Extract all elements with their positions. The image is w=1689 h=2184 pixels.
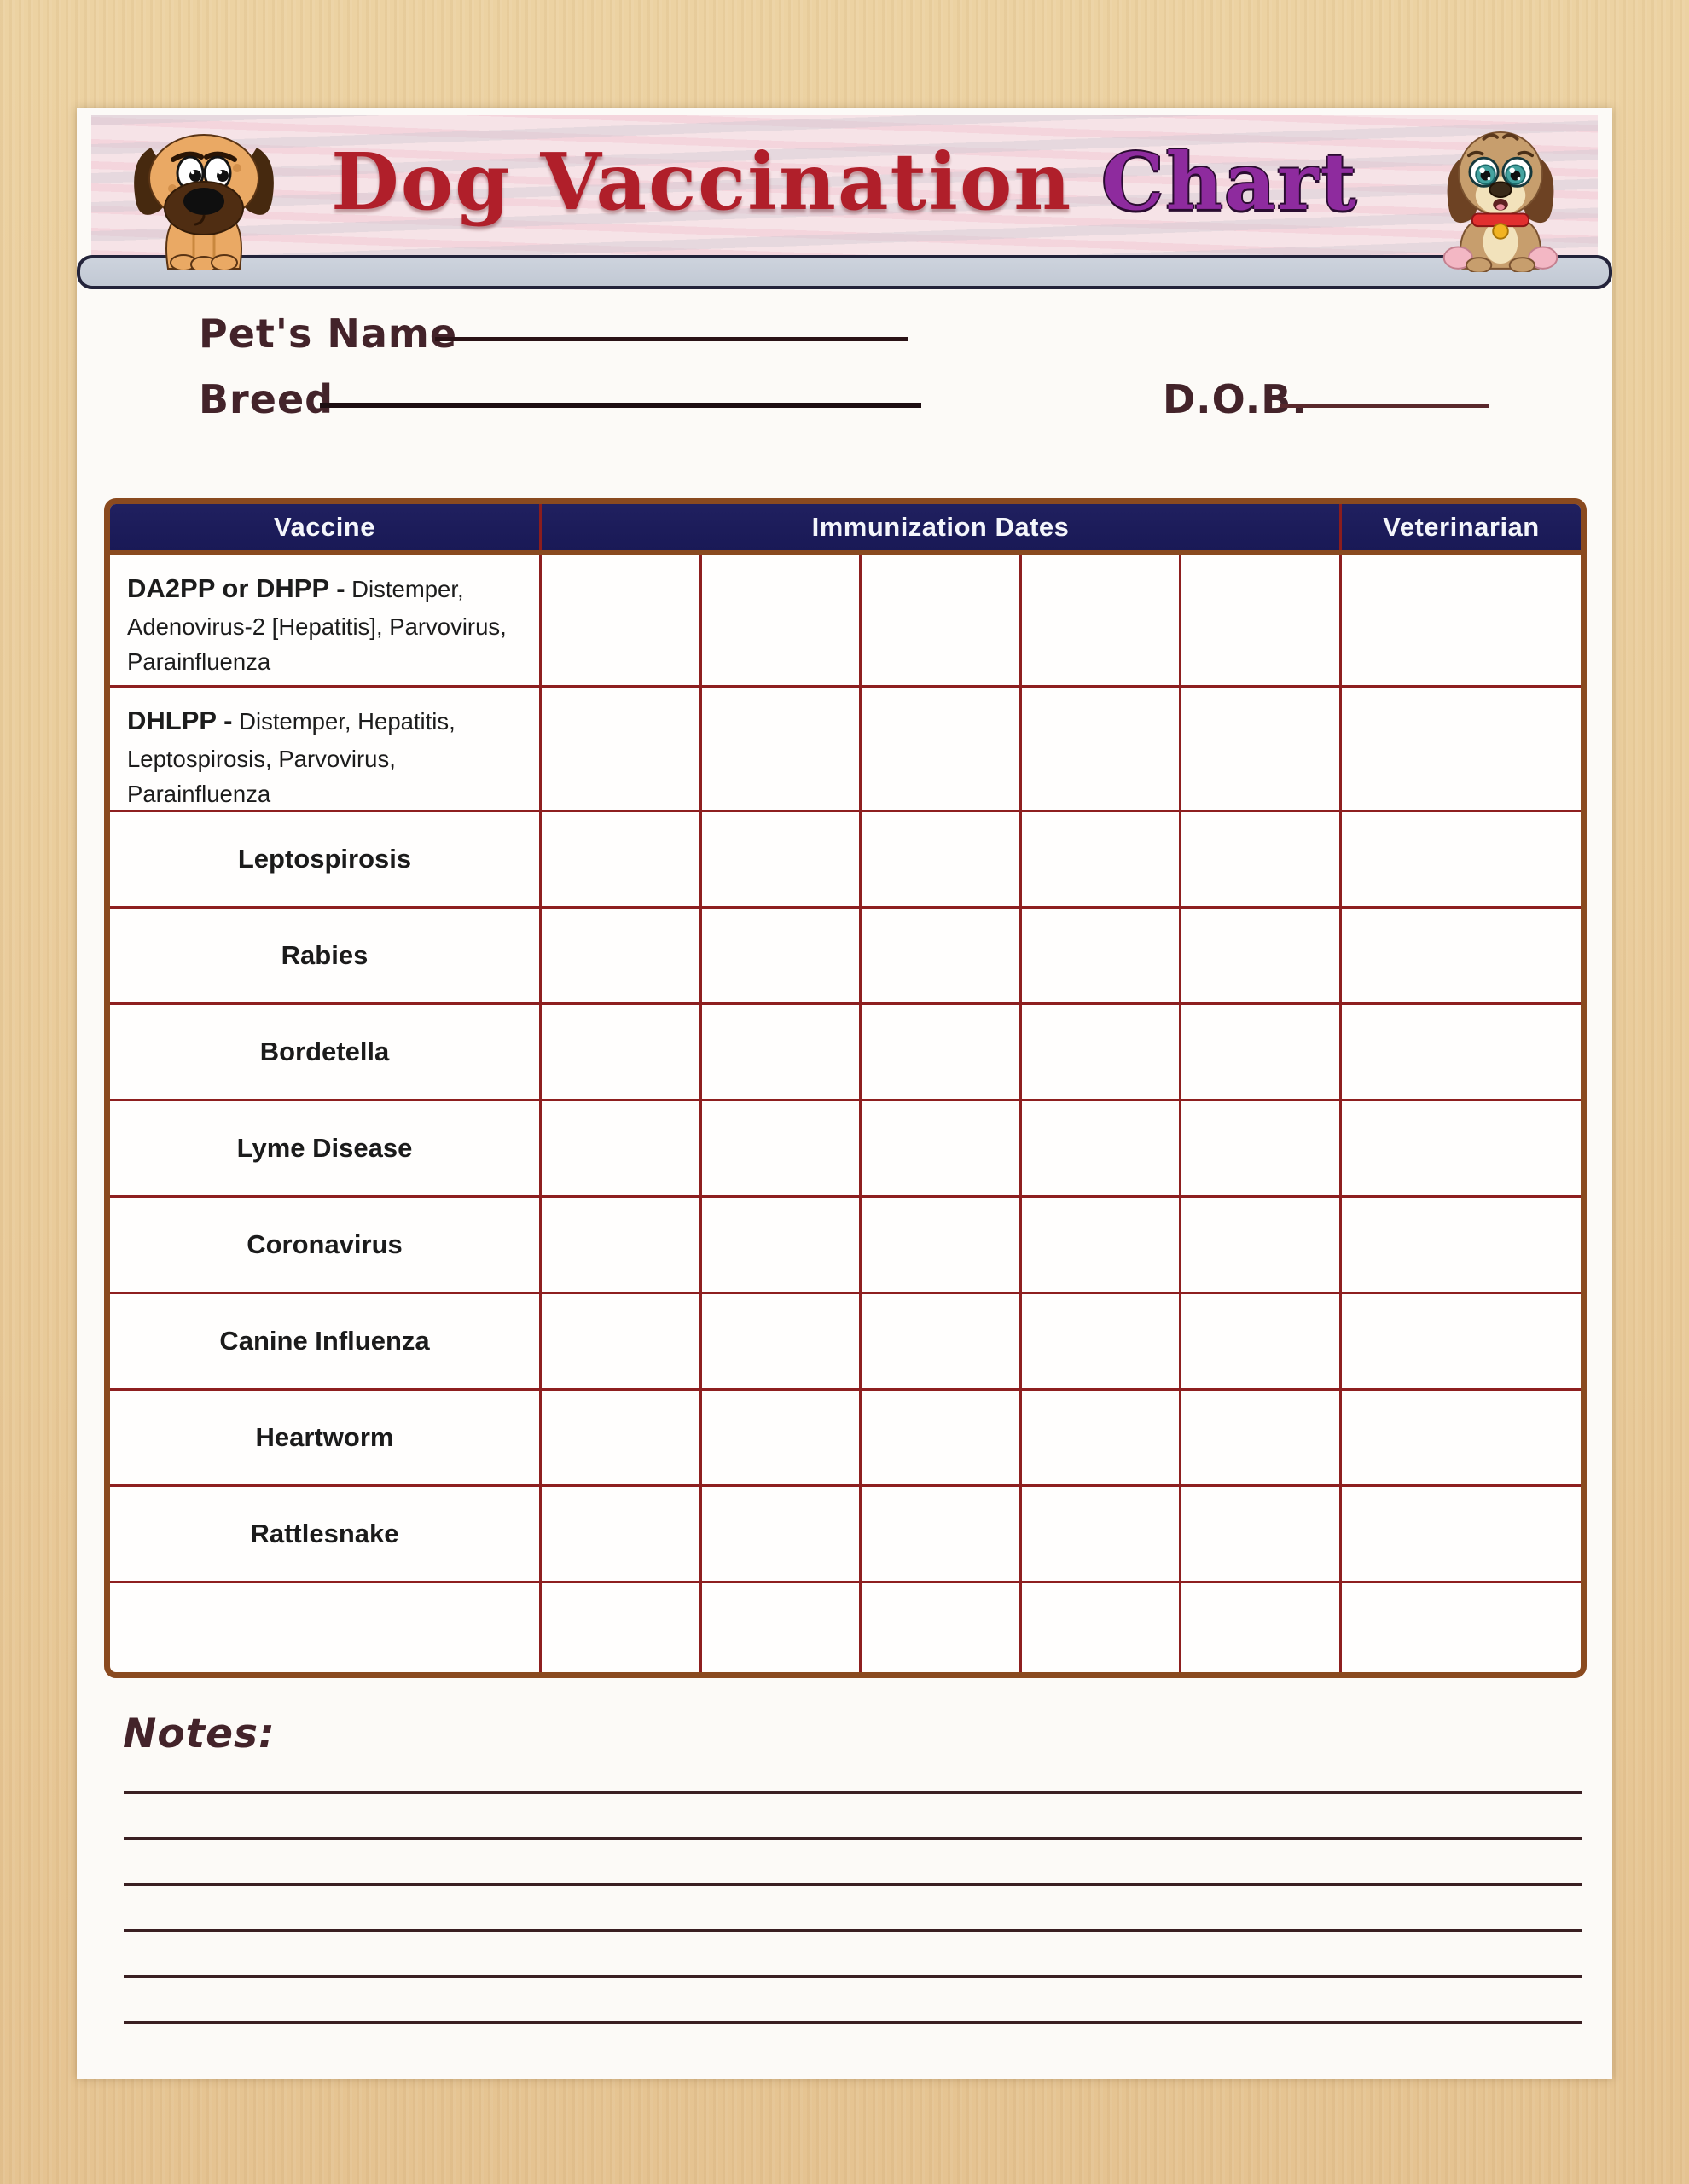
header-shelf-bar — [77, 255, 1612, 289]
date-cell[interactable] — [1179, 1101, 1339, 1195]
notes-line[interactable] — [124, 1886, 1582, 1932]
date-cell[interactable] — [859, 909, 1019, 1002]
date-cell[interactable] — [859, 1198, 1019, 1292]
title-text-purple: Chart — [1101, 136, 1358, 228]
date-cell[interactable] — [539, 812, 699, 906]
notes-line[interactable] — [124, 1748, 1582, 1794]
vaccine-description: Distemper, Adenovirus-2 [Hepatitis], Parvovirus, Parainfluenza — [127, 576, 507, 675]
date-cell[interactable] — [1019, 688, 1180, 820]
vaccine-abbreviation: DHLPP - — [127, 706, 233, 735]
table-row — [110, 1195, 1581, 1292]
vaccine-name-cell — [110, 812, 539, 906]
date-cell[interactable] — [539, 1198, 699, 1292]
veterinarian-cell[interactable] — [1339, 1487, 1581, 1581]
veterinarian-cell[interactable] — [1339, 1583, 1581, 1676]
notes-line[interactable] — [124, 1932, 1582, 1978]
table-row — [110, 810, 1581, 906]
date-cell[interactable] — [859, 1487, 1019, 1581]
date-cell[interactable] — [1019, 1294, 1180, 1388]
date-cell[interactable] — [539, 909, 699, 1002]
date-cell[interactable] — [1019, 1005, 1180, 1099]
veterinarian-cell[interactable] — [1339, 1391, 1581, 1484]
vaccine-abbreviation: DA2PP or DHPP - — [127, 573, 345, 603]
date-cell[interactable] — [539, 1487, 699, 1581]
veterinarian-cell[interactable] — [1339, 1101, 1581, 1195]
date-cell[interactable] — [1179, 812, 1339, 906]
veterinarian-cell[interactable] — [1339, 688, 1581, 820]
date-cell[interactable] — [699, 1198, 860, 1292]
date-cell[interactable] — [699, 1583, 860, 1676]
vaccination-table — [104, 498, 1587, 1678]
date-cell[interactable] — [859, 1391, 1019, 1484]
date-cell[interactable] — [859, 1101, 1019, 1195]
date-cell[interactable] — [1179, 1487, 1339, 1581]
dob-label: D.O.B. — [1163, 376, 1308, 422]
date-cell[interactable] — [859, 1005, 1019, 1099]
date-cell[interactable] — [1179, 688, 1339, 820]
date-cell[interactable] — [859, 1583, 1019, 1676]
veterinarian-cell[interactable] — [1339, 812, 1581, 906]
vaccine-name-cell — [110, 1391, 539, 1484]
veterinarian-cell[interactable] — [1339, 909, 1581, 1002]
date-cell[interactable] — [1179, 1391, 1339, 1484]
date-cell[interactable] — [699, 1391, 860, 1484]
date-cell[interactable] — [539, 1005, 699, 1099]
date-cell[interactable] — [1179, 1198, 1339, 1292]
pet-name-label: Pet's Name — [199, 311, 458, 357]
document-page — [77, 108, 1612, 2079]
pet-name-input-line[interactable] — [435, 337, 908, 341]
date-cell[interactable] — [1019, 1583, 1180, 1676]
date-cell[interactable] — [859, 1294, 1019, 1388]
notes-line[interactable] — [124, 1794, 1582, 1840]
page-title — [77, 136, 1612, 228]
breed-input-line[interactable] — [320, 403, 921, 408]
date-cell[interactable] — [1019, 909, 1180, 1002]
table-row — [110, 685, 1581, 810]
vaccine-table-body — [110, 555, 1581, 1676]
notes-line[interactable] — [124, 1840, 1582, 1886]
date-cell[interactable] — [1019, 812, 1180, 906]
dob-input-line[interactable] — [1280, 404, 1489, 408]
date-cell[interactable] — [539, 688, 699, 820]
vaccine-name-cell — [110, 688, 539, 820]
date-cell[interactable] — [1179, 555, 1339, 688]
column-header-vaccine: Vaccine — [274, 512, 375, 542]
notes-line[interactable] — [124, 1978, 1582, 2024]
date-cell[interactable] — [539, 555, 699, 688]
vaccine-name: Bordetella — [259, 1037, 390, 1066]
date-cell[interactable] — [699, 1487, 860, 1581]
vaccine-name-cell — [110, 1487, 539, 1581]
breed-label: Breed — [199, 376, 334, 422]
date-cell[interactable] — [859, 688, 1019, 820]
vaccine-name-cell — [110, 1198, 539, 1292]
date-cell[interactable] — [1019, 1391, 1180, 1484]
title-text-red: Dog Vaccination — [331, 136, 1073, 228]
date-cell[interactable] — [539, 1391, 699, 1484]
veterinarian-cell[interactable] — [1339, 1294, 1581, 1388]
vaccine-description: Distemper, Hepatitis, Leptospirosis, Parvovirus, Parainfluenza — [127, 708, 456, 807]
vaccine-name: Coronavirus — [247, 1229, 403, 1259]
date-cell[interactable] — [1179, 909, 1339, 1002]
column-header-immunization-dates: Immunization Dates — [539, 504, 1339, 550]
date-cell[interactable] — [1179, 1583, 1339, 1676]
table-row — [110, 1292, 1581, 1388]
date-cell[interactable] — [859, 812, 1019, 906]
date-cell[interactable] — [1179, 1005, 1339, 1099]
veterinarian-cell[interactable] — [1339, 1005, 1581, 1099]
right-dog-illustration — [1434, 122, 1567, 276]
date-cell[interactable] — [699, 688, 860, 820]
date-cell[interactable] — [699, 1005, 860, 1099]
table-row — [110, 1388, 1581, 1484]
vaccine-name-cell — [110, 555, 539, 688]
table-row — [110, 1002, 1581, 1099]
date-cell[interactable] — [699, 555, 860, 688]
table-row — [110, 555, 1581, 685]
brown-puppy-icon — [1434, 122, 1567, 272]
vaccine-name: Lyme Disease — [236, 1133, 413, 1163]
date-cell[interactable] — [699, 812, 860, 906]
date-cell[interactable] — [859, 555, 1019, 688]
date-cell[interactable] — [1019, 555, 1180, 688]
vaccine-name: Leptospirosis — [237, 844, 412, 874]
vaccine-name-cell — [110, 1583, 539, 1676]
date-cell[interactable] — [699, 909, 860, 1002]
date-cell[interactable] — [1019, 1487, 1180, 1581]
date-cell[interactable] — [699, 1294, 860, 1388]
vaccine-name: Heartworm — [255, 1422, 394, 1452]
vaccine-name-cell — [110, 1294, 539, 1388]
date-cell[interactable] — [699, 1101, 860, 1195]
date-cell[interactable] — [539, 1294, 699, 1388]
vaccine-name: Rabies — [281, 940, 369, 970]
vaccine-name: Canine Influenza — [219, 1326, 430, 1356]
column-header-veterinarian: Veterinarian — [1339, 504, 1581, 550]
date-cell[interactable] — [1019, 1101, 1180, 1195]
table-row — [110, 1581, 1581, 1676]
veterinarian-cell[interactable] — [1339, 1198, 1581, 1292]
table-row — [110, 1484, 1581, 1581]
date-cell[interactable] — [539, 1101, 699, 1195]
notes-label: Notes: — [123, 1711, 276, 1757]
veterinarian-cell[interactable] — [1339, 555, 1581, 688]
notes-section — [124, 1748, 1582, 2024]
table-row — [110, 906, 1581, 1002]
table-row — [110, 1099, 1581, 1195]
table-header-row — [110, 504, 1581, 555]
date-cell[interactable] — [539, 1583, 699, 1676]
vaccine-name-cell — [110, 1101, 539, 1195]
date-cell[interactable] — [1179, 1294, 1339, 1388]
date-cell[interactable] — [1019, 1198, 1180, 1292]
vaccine-name: Rattlesnake — [250, 1519, 399, 1548]
vaccine-name-cell — [110, 1005, 539, 1099]
vaccine-name-cell — [110, 909, 539, 1002]
